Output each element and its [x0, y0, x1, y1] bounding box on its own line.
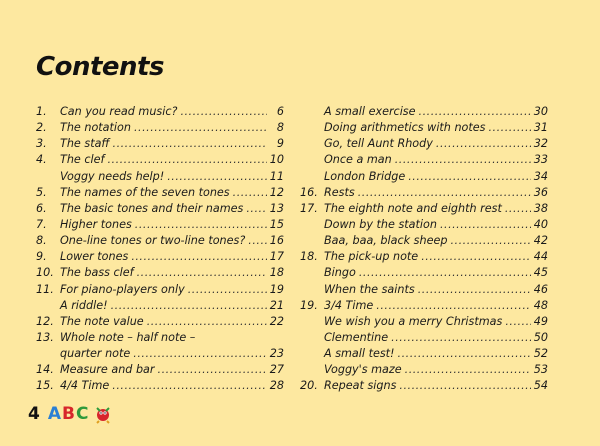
footer [28, 404, 113, 424]
toc-entry-page: 30 [533, 105, 548, 118]
toc-entry-title: Measure and bar [60, 363, 155, 377]
toc-dot-leader [111, 298, 267, 314]
toc-entry-number: 7. [36, 217, 47, 231]
toc-column-left [36, 104, 284, 395]
toc-entry-number: 20. [300, 379, 318, 393]
logo-letter-b: B [62, 404, 76, 424]
toc-entry-title: A small test! [324, 347, 395, 361]
toc-dot-leader [399, 378, 530, 394]
toc-entry-title: Rests [324, 185, 355, 199]
toc-entry [36, 136, 284, 152]
toc-entry-page: 16 [269, 234, 284, 248]
toc-entry-page: 17 [269, 250, 284, 264]
toc-entry [36, 346, 284, 362]
toc-entry-page: 18 [269, 266, 284, 280]
toc-entry-page: 31 [533, 121, 548, 135]
toc-entry-title: The notation [60, 121, 131, 135]
toc-dot-leader [137, 265, 267, 281]
toc-dot-leader [167, 169, 267, 185]
toc-dot-leader [436, 136, 531, 152]
toc-dot-leader [233, 185, 267, 201]
page-title: Contents [36, 52, 164, 82]
toc-dot-leader [419, 104, 531, 120]
toc-entry-title: London Bridge [324, 169, 406, 183]
toc-entry [300, 314, 548, 330]
toc-entry [36, 330, 284, 346]
toc-entry-page: 40 [533, 217, 548, 231]
toc-entry-page: 42 [533, 234, 548, 248]
toc-entry-title: Lower tones [60, 250, 129, 264]
toc-dot-leader [358, 185, 531, 201]
toc-dot-leader [440, 217, 531, 233]
toc-entry-title: Clementine [324, 330, 389, 344]
toc-entry [36, 217, 284, 233]
toc-dot-leader [505, 314, 530, 330]
toc-entry-page: 6 [276, 105, 284, 118]
toc-entry-page: 10 [269, 153, 284, 167]
toc-entry-number: 10. [36, 266, 54, 280]
toc-entry-title: Whole note – half note – [60, 330, 196, 344]
toc-entry [36, 233, 284, 249]
toc-entry-title: The basic tones and their names [60, 201, 244, 215]
toc-entry-number: 2. [36, 121, 47, 135]
toc-entry [36, 169, 284, 185]
logo-letter-c: C [75, 404, 90, 424]
toc-dot-leader [450, 233, 530, 249]
toc-entry [300, 120, 548, 136]
toc-entry [36, 282, 284, 298]
toc-dot-leader [113, 136, 267, 152]
toc-entry [300, 330, 548, 346]
abc-logo [48, 404, 90, 424]
toc-entry-number: 17. [300, 201, 318, 215]
toc-entry-page: 8 [276, 121, 284, 135]
toc-entry [300, 298, 548, 314]
toc-entry [300, 136, 548, 152]
toc-entry [300, 249, 548, 265]
toc-entry-page: 11 [269, 169, 284, 183]
toc-entry-page: 33 [533, 153, 548, 167]
toc-entry-title: Down by the station [324, 217, 437, 231]
toc-dot-leader [133, 346, 266, 362]
toc-entry-number: 1. [36, 105, 47, 118]
toc-dot-leader [107, 152, 266, 168]
page-number: 4 [28, 404, 40, 424]
toc-dot-leader [158, 362, 267, 378]
toc-entry-number: 9. [36, 250, 47, 264]
toc-dot-leader [391, 330, 531, 346]
toc-entry-title: Go, tell Aunt Rhody [324, 137, 433, 151]
toc-entry [36, 265, 284, 281]
toc-dot-leader [489, 120, 531, 136]
toc-entry-page: 12 [269, 185, 284, 199]
toc-entry-number: 5. [36, 185, 47, 199]
toc-entry [300, 362, 548, 378]
toc-entry-title: When the saints [324, 282, 415, 296]
toc-entry [300, 185, 548, 201]
toc-entry [36, 201, 284, 217]
toc-entry [300, 378, 548, 394]
toc-entry-title: The pick-up note [324, 250, 419, 264]
toc-dot-leader [188, 282, 267, 298]
toc-dot-leader [408, 169, 531, 185]
toc-entry [300, 169, 548, 185]
toc-dot-leader [398, 346, 531, 362]
toc-entry-page: 48 [533, 298, 548, 312]
toc-entry [300, 104, 548, 120]
toc-entry [300, 265, 548, 281]
toc-dot-leader [180, 104, 267, 120]
toc-entry-page: 13 [269, 201, 284, 215]
toc-entry-page: 22 [269, 314, 284, 328]
toc-entry-title: 3/4 Time [324, 298, 374, 312]
toc-entry-number: 3. [36, 137, 47, 151]
toc-entry-number: 14. [36, 363, 54, 377]
toc-entry [300, 152, 548, 168]
toc-entry-page: 49 [533, 314, 548, 328]
toc-entry-title: A riddle! [60, 298, 108, 312]
toc-entry-page: 38 [533, 201, 548, 215]
toc-entry-title: The note value [60, 314, 144, 328]
toc-entry-page: 32 [533, 137, 548, 151]
toc-entry [300, 233, 548, 249]
toc-dot-leader [421, 249, 531, 265]
toc-entry-page: 44 [533, 250, 548, 264]
toc-entry-number: 16. [300, 185, 318, 199]
toc-entry-number: 19. [300, 298, 318, 312]
toc-entry-number: 12. [36, 314, 54, 328]
toc-entry-page: 53 [533, 363, 548, 377]
toc-entry-number: 15. [36, 379, 54, 393]
toc-entry-title: Higher tones [60, 217, 132, 231]
toc-entry-page: 19 [269, 282, 284, 296]
toc-entry-page: 36 [533, 185, 548, 199]
toc-entry-title: A small exercise [324, 105, 416, 118]
toc-entry-page: 54 [533, 379, 548, 393]
toc-entry-title: Voggy needs help! [60, 169, 165, 183]
toc-dot-leader [405, 362, 531, 378]
toc-entry-page: 27 [269, 363, 284, 377]
toc-entry-title: 4/4 Time [60, 379, 110, 393]
toc-entry [36, 104, 284, 120]
toc-entry [36, 249, 284, 265]
toc-entry-title: The eighth note and eighth rest [324, 201, 502, 215]
toc-entry-title: Baa, baa, black sheep [324, 234, 448, 248]
toc-dot-leader [147, 314, 267, 330]
toc-entry [300, 201, 548, 217]
toc-entry-title: For piano-players only [60, 282, 185, 296]
toc-dot-leader [505, 201, 531, 217]
toc-entry [36, 152, 284, 168]
toc-entry-page: 28 [269, 379, 284, 393]
toc-entry-title: Repeat signs [324, 379, 397, 393]
toc-entry [36, 378, 284, 394]
toc-entry-title: quarter note [60, 347, 131, 361]
toc-entry-number: 6. [36, 201, 47, 215]
toc-dot-leader [248, 233, 266, 249]
toc-entry-title: The bass clef [60, 266, 134, 280]
toc-dot-leader [112, 378, 266, 394]
toc-entry-title: The staff [60, 137, 110, 151]
toc-entry-title: Once a man [324, 153, 392, 167]
toc-entry-number: 13. [36, 330, 54, 344]
toc-entry-title: Doing arithmetics with notes [324, 121, 486, 135]
toc-dot-leader [134, 120, 267, 136]
toc-entry-number: 8. [36, 234, 47, 248]
toc-entry-page: 15 [269, 217, 284, 231]
toc-entry-title: The clef [60, 153, 105, 167]
toc-dot-leader [376, 298, 530, 314]
toc-dot-leader [418, 282, 531, 298]
toc-entry-title: Can you read music? [60, 105, 178, 118]
toc-entry-title: We wish you a merry Christmas [324, 314, 503, 328]
toc-entry [36, 362, 284, 378]
toc-entry [36, 120, 284, 136]
toc-dot-leader [395, 152, 531, 168]
toc-dot-leader [131, 249, 266, 265]
toc-entry [36, 314, 284, 330]
toc-entry [36, 298, 284, 314]
toc-entry-title: One-line tones or two-line tones? [60, 234, 246, 248]
toc-entry [36, 185, 284, 201]
logo-letter-a: A [47, 404, 63, 424]
toc-entry-page: 23 [269, 347, 284, 361]
toc-entry [300, 217, 548, 233]
toc-column-right [300, 104, 548, 395]
toc-entry-title: Bingo [324, 266, 356, 280]
toc-dot-leader [359, 265, 531, 281]
toc-entry-title: Voggy's maze [324, 363, 402, 377]
toc-dot-leader [246, 201, 266, 217]
toc-entry-page: 21 [269, 298, 284, 312]
toc-entry-page: 46 [533, 282, 548, 296]
toc-entry-page: 50 [533, 330, 548, 344]
toc-entry-page: 9 [276, 137, 284, 151]
toc-entry-page: 34 [533, 169, 548, 183]
mascot-icon [93, 404, 113, 424]
toc-entry-page: 45 [533, 266, 548, 280]
toc-entry-number: 4. [36, 153, 47, 167]
toc-entry-number: 18. [300, 250, 318, 264]
toc-entry-title: The names of the seven tones [60, 185, 230, 199]
toc-entry-page: 52 [533, 347, 548, 361]
toc-entry [300, 282, 548, 298]
toc-entry-number: 11. [36, 282, 54, 296]
toc-entry [300, 346, 548, 362]
toc-dot-leader [135, 217, 267, 233]
